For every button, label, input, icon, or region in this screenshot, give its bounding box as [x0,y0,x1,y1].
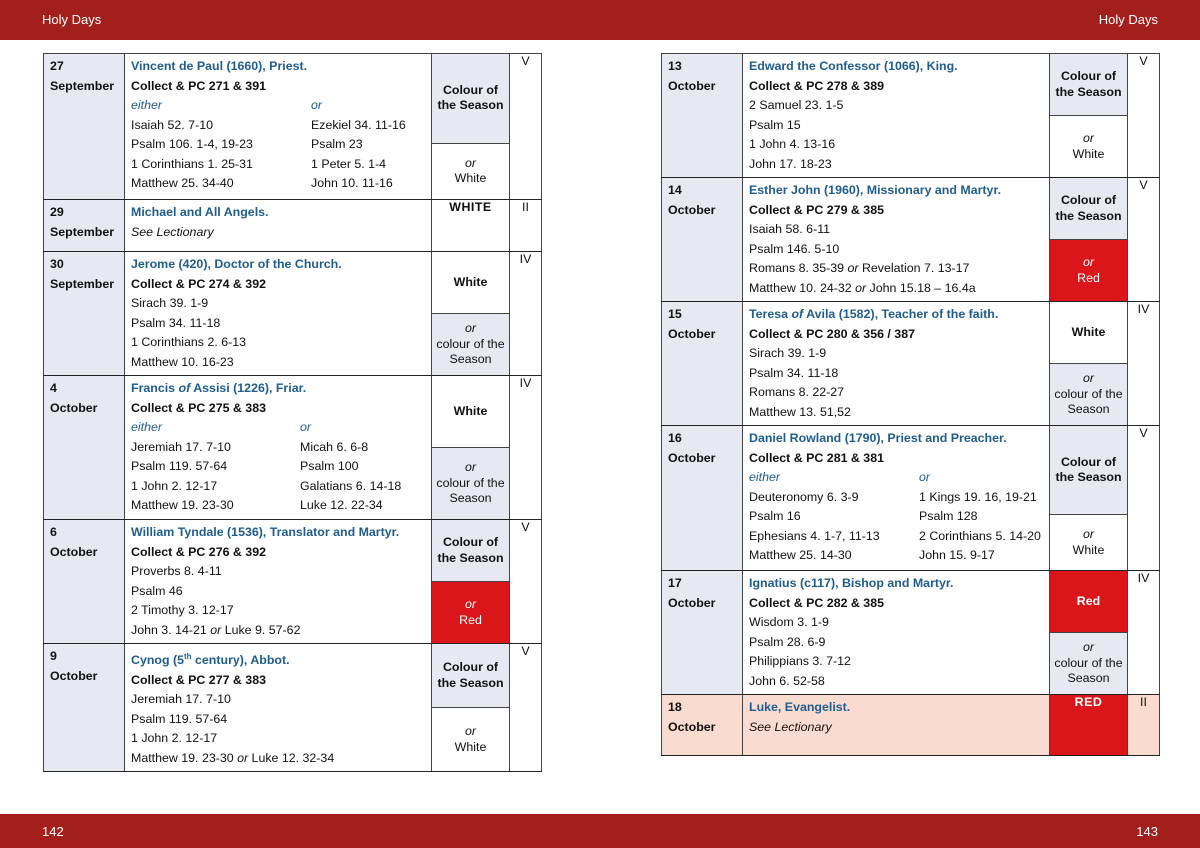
readings-cell [743,178,1050,302]
reading: Isaiah 58. 6-11 [749,222,831,236]
reading: Ezekiel 34. 11-16 [311,117,406,132]
reading: John 15. 9-17 [919,548,995,562]
readings-cell [743,695,1050,756]
colour-alternative: or White [432,707,509,771]
day-number: 27 [50,59,64,73]
reading: Deuteronomy 6. 3-9 [749,489,859,504]
colour-cell: RED [1050,695,1128,756]
or-label: or [311,98,323,112]
date-cell [44,252,125,376]
reading: 1 Kings 19. 16, 19-21 [919,489,1037,504]
reading: Psalm 46 [131,583,183,598]
reading: Psalm 106. 1-4, 19-23 [131,137,253,151]
colour-cell: WHITE [432,200,510,252]
calendar-entry [44,520,542,644]
rank-numeral: II [1128,695,1160,756]
reading: Philippians 3. 7-12 [749,654,851,668]
observance-title: Ignatius (c117), Bishop and Martyr. [749,576,954,590]
rank-numeral: IV [1128,302,1160,426]
reading: Galatians 6. 14-18 [300,478,402,493]
either-label: either [131,420,162,434]
colour-primary: White [1050,302,1127,363]
rank-numeral: II [510,200,542,252]
month-name: October [668,326,716,341]
reading: Matthew 10. 24-32 or John 15.18 – 16.4a [749,280,976,295]
either-label: either [131,98,162,112]
reading: Sirach 39. 1-9 [131,296,209,310]
colour-primary: White [432,376,509,447]
observance-title: Francis of Assisi (1226), Friar. [131,381,307,395]
readings-cell [125,252,432,376]
rank-numeral: V [1128,426,1160,571]
reading: Psalm 34. 11-18 [131,315,221,330]
running-head-right: Holy Days [1098,12,1158,27]
rank-numeral: V [510,644,542,772]
reading: Proverbs 8. 4-11 [131,564,222,578]
colour-primary: Red [1050,571,1127,632]
calendar-entry [44,644,542,772]
calendar-entry [662,302,1160,426]
month-name: October [668,78,716,93]
reading: Matthew 10. 16-23 [131,354,234,369]
month-name: October [50,544,98,559]
alt-readings [131,96,425,194]
collect-line: Collect & PC 282 & 385 [749,595,884,610]
collect-line: Collect & PC 274 & 392 [131,276,266,291]
reading: Isaiah 52. 7-10 [131,117,213,132]
date-cell [662,54,743,178]
lectionary-note: See Lectionary [131,224,214,239]
reading: Psalm 146. 5-10 [749,241,840,256]
calendar-entry [662,178,1160,302]
lectionary-note: See Lectionary [749,719,832,734]
reading: 1 Corinthians 1. 25-31 [131,156,253,171]
rank-numeral: V [1128,178,1160,302]
rank-numeral: V [510,54,542,200]
colour-primary: Colour of the Season [432,644,509,707]
date-cell [662,571,743,695]
reading: Psalm 100 [300,459,359,473]
day-number: 29 [50,205,64,219]
reading: Jeremiah 17. 7-10 [131,439,231,454]
reading: Matthew 13. 51,52 [749,404,851,419]
month-name: October [668,719,716,734]
rank-numeral: V [510,520,542,644]
or-label: or [300,420,312,434]
observance-title: Esther John (1960), Missionary and Martyr. [749,183,1002,197]
observance-title: Michael and All Angels. [131,205,269,219]
month-name: October [50,400,98,415]
reading: 2 Timothy 3. 12-17 [131,603,234,617]
calendar-entry [662,54,1160,178]
colour-cell [432,252,510,376]
reading: Matthew 19. 23-30 or Luke 12. 32-34 [131,750,335,765]
colour-cell [1050,302,1128,426]
month-name: September [50,78,115,93]
day-number: 15 [668,307,682,321]
observance-title: Daniel Rowland (1790), Priest and Preacher. [749,431,1007,445]
day-number: 18 [668,700,682,714]
colour-alternative: or colour of the Season [1050,632,1127,694]
colour-alternative: or White [1050,514,1127,570]
colour-alternative: or White [1050,115,1127,177]
reading: 1 John 2. 12-17 [131,731,218,746]
observance-title: Luke, Evangelist. [749,700,851,714]
reading: John 17. 18-23 [749,156,832,171]
either-label: either [749,470,780,484]
readings-cell [743,54,1050,178]
calendar-entry [662,426,1160,571]
date-cell [662,302,743,426]
collect-line: Collect & PC 277 & 383 [131,672,266,687]
colour-cell [432,376,510,520]
colour-primary: White [432,252,509,313]
colour-alternative: or colour of the Season [1050,363,1127,425]
colour-primary: Colour of the Season [432,54,509,143]
readings-cell [125,376,432,520]
observance-title: Teresa of Avila (1582), Teacher of the faith. [749,307,999,321]
month-name: October [50,668,98,683]
reading: Jeremiah 17. 7-10 [131,692,231,707]
colour-primary: Colour of the Season [432,520,509,581]
day-number: 16 [668,431,682,445]
day-number: 17 [668,576,682,590]
readings-cell [125,200,432,252]
reading: 2 Corinthians 5. 14-20 [919,528,1041,543]
day-number: 6 [50,525,57,539]
colour-cell [432,54,510,200]
page-number-left: 142 [42,824,64,839]
alt-readings [749,468,1043,566]
alt-readings [131,418,425,516]
month-name: September [50,276,115,291]
readings-cell [743,571,1050,695]
readings-cell [125,644,432,772]
reading: Sirach 39. 1-9 [749,346,827,360]
date-cell [44,376,125,520]
colour-primary: Colour of the Season [1050,426,1127,514]
readings-cell [125,520,432,644]
reading: Psalm 28. 6-9 [749,634,826,649]
date-cell [662,426,743,571]
observance-title: Cynog (5th century), Abbot. [131,652,290,668]
reading: 1 Peter 5. 1-4 [311,156,387,171]
reading: 1 John 2. 12-17 [131,478,218,493]
reading: 2 Samuel 23. 1-5 [749,98,844,112]
collect-line: Collect & PC 275 & 383 [131,400,266,415]
colour-cell [1050,54,1128,178]
calendar-table-right [661,53,1160,756]
reading: Romans 8. 35-39 or Revelation 7. 13-17 [749,261,970,275]
colour-alternative: or colour of the Season [432,447,509,519]
reading: Psalm 128 [919,509,978,523]
colour-primary: Colour of the Season [1050,178,1127,239]
reading: Matthew 25. 34-40 [131,176,234,190]
reading: Psalm 15 [749,117,801,132]
date-cell [44,520,125,644]
reading: Matthew 19. 23-30 [131,498,234,512]
month-name: September [50,224,115,239]
date-cell [662,178,743,302]
date-cell [662,695,743,756]
readings-cell [743,302,1050,426]
colour-alternative: or Red [432,581,509,643]
colour-cell [1050,571,1128,695]
colour-primary: Colour of the Season [1050,54,1127,115]
rank-numeral: IV [510,252,542,376]
month-name: October [668,202,716,217]
header-band [0,0,1200,40]
reading: 1 John 4. 13-16 [749,137,836,151]
day-number: 14 [668,183,682,197]
calendar-entry [44,200,542,252]
reading: John 6. 52-58 [749,673,825,688]
colour-cell [432,520,510,644]
reading: Ephesians 4. 1-7, 11-13 [749,528,880,543]
reading: John 10. 11-16 [311,176,393,190]
page-number-right: 143 [1136,824,1158,839]
readings-cell [743,426,1050,571]
colour-cell [1050,426,1128,571]
running-head-left: Holy Days [42,12,102,27]
reading: Psalm 34. 11-18 [749,365,839,380]
calendar-entry [662,695,1160,756]
calendar-table-left [43,53,542,772]
collect-line: Collect & PC 276 & 392 [131,544,266,559]
month-name: October [668,595,716,610]
footer-band [0,814,1200,848]
reading: Psalm 119. 57-64 [131,459,228,473]
colour-cell [432,644,510,772]
observance-title: Edward the Confessor (1066), King. [749,59,958,73]
observance-title: William Tyndale (1536), Translator and Martyr. [131,525,400,539]
reading: Psalm 23 [311,137,363,151]
collect-line: Collect & PC 271 & 391 [131,78,266,93]
calendar-entry [662,571,1160,695]
reading: Romans 8. 22-27 [749,385,845,399]
reading: Psalm 119. 57-64 [131,711,228,726]
or-label: or [919,470,931,484]
rank-numeral: IV [510,376,542,520]
date-cell [44,200,125,252]
day-number: 9 [50,649,57,663]
readings-cell [125,54,432,200]
collect-line: Collect & PC 281 & 381 [749,450,884,465]
calendar-entry [44,376,542,520]
reading: 1 Corinthians 2. 6-13 [131,335,247,349]
colour-cell [1050,178,1128,302]
reading: Psalm 16 [749,509,801,523]
colour-alternative: or Red [1050,239,1127,301]
collect-line: Collect & PC 278 & 389 [749,78,884,93]
reading: Matthew 25. 14-30 [749,548,852,562]
rank-numeral: IV [1128,571,1160,695]
collect-line: Collect & PC 280 & 356 / 387 [749,326,915,341]
colour-alternative: or White [432,143,509,199]
observance-title: Vincent de Paul (1660), Priest. [131,59,308,73]
day-number: 13 [668,59,682,73]
reading: John 3. 14-21 or Luke 9. 57-62 [131,622,301,637]
calendar-entry [44,252,542,376]
day-number: 30 [50,257,64,271]
calendar-entry [44,54,542,200]
observance-title: Jerome (420), Doctor of the Church. [131,257,342,271]
month-name: October [668,450,716,465]
reading: Wisdom 3. 1-9 [749,615,829,629]
day-number: 4 [50,381,57,395]
date-cell [44,644,125,772]
colour-alternative: or colour of the Season [432,313,509,375]
reading: Luke 12. 22-34 [300,498,383,512]
reading: Micah 6. 6-8 [300,439,369,454]
date-cell [44,54,125,200]
rank-numeral: V [1128,54,1160,178]
collect-line: Collect & PC 279 & 385 [749,202,884,217]
